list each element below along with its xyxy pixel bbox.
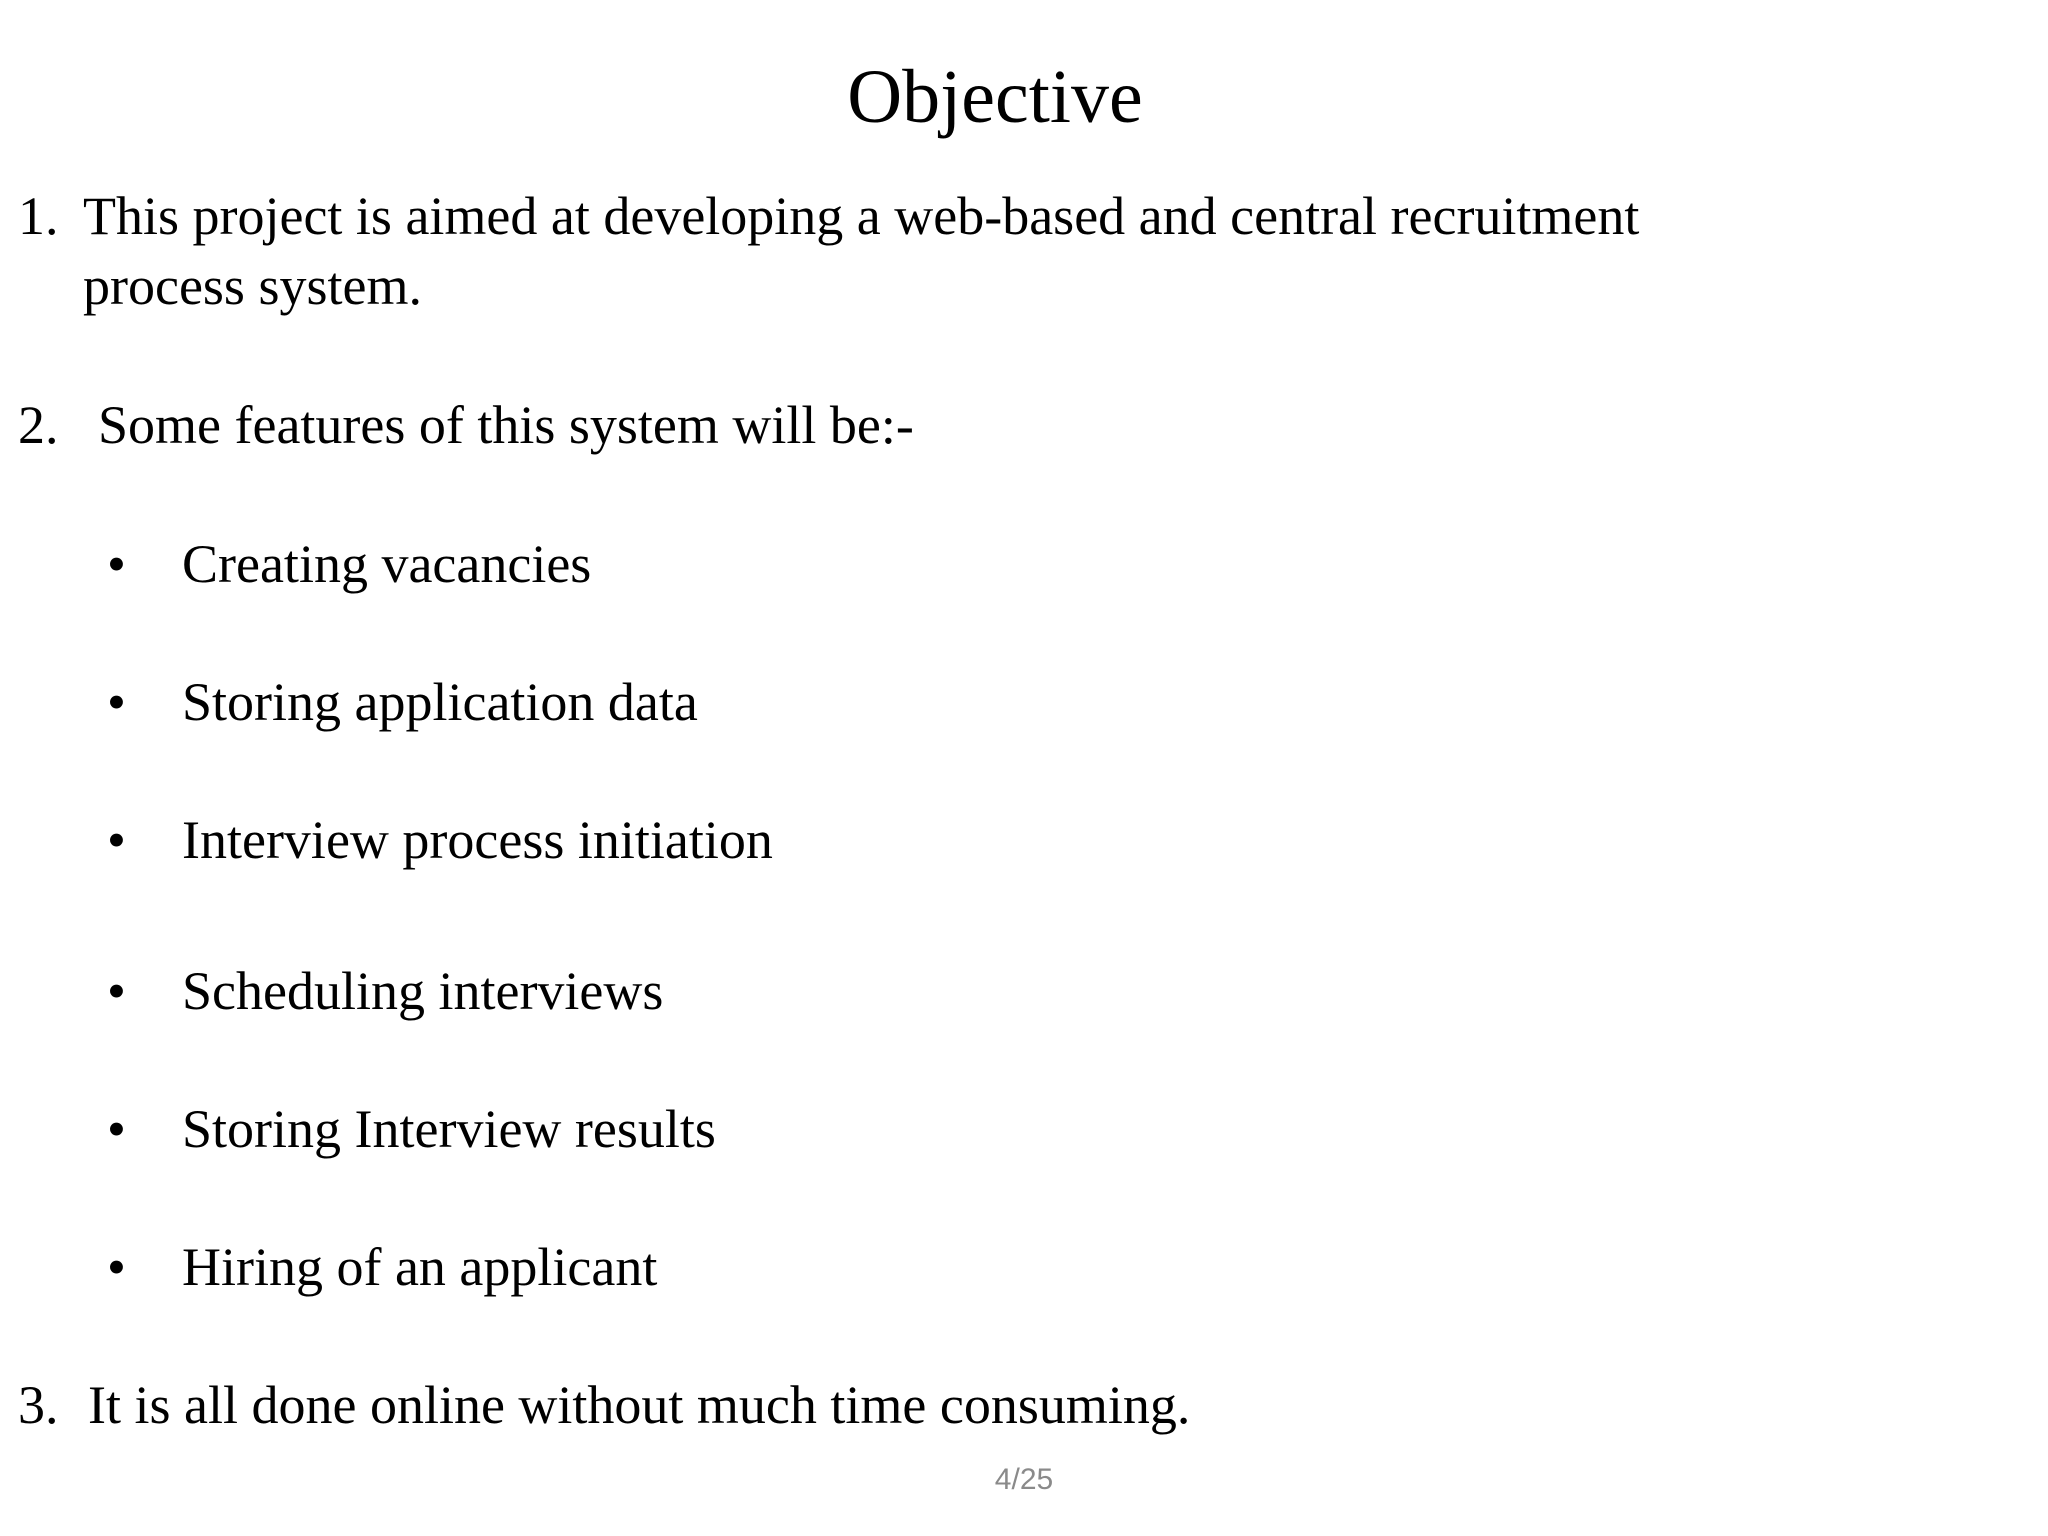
item-number: 1. [18, 186, 59, 246]
item-number: 3. [18, 1375, 59, 1435]
item-text-line: This project is aimed at developing a web-based and central recruitment [83, 186, 1640, 246]
feature-text: Storing application data [182, 672, 698, 732]
page-number: 4/25 [994, 1463, 1054, 1496]
item-text-line: process system. [83, 256, 422, 316]
feature-text: Creating vacancies [182, 534, 592, 594]
list-item [107, 1095, 1607, 1163]
item-text-line: Some features of this system will be:- [98, 395, 914, 455]
numbered-item-1 [18, 182, 1918, 318]
bullet-icon: • [107, 534, 126, 594]
numbered-item-2 [18, 391, 1918, 459]
list-item [107, 957, 1607, 1025]
bullet-icon: • [107, 1237, 126, 1297]
list-item [107, 1233, 1607, 1301]
bullet-icon: • [107, 672, 126, 732]
feature-text: Scheduling interviews [182, 961, 664, 1021]
bullet-icon: • [107, 961, 126, 1021]
list-item [107, 806, 1607, 874]
feature-text: Hiring of an applicant [182, 1237, 658, 1297]
slide-title: Objective [847, 55, 1143, 139]
list-item [107, 530, 1607, 598]
list-item [107, 668, 1607, 736]
feature-text: Storing Interview results [182, 1099, 716, 1159]
feature-text: Interview process initiation [182, 810, 773, 870]
numbered-item-3 [18, 1371, 1918, 1439]
bullet-icon: • [107, 810, 126, 870]
item-text-line: It is all done online without much time consuming. [88, 1375, 1191, 1435]
item-number: 2. [18, 395, 59, 455]
bullet-icon: • [107, 1099, 126, 1159]
